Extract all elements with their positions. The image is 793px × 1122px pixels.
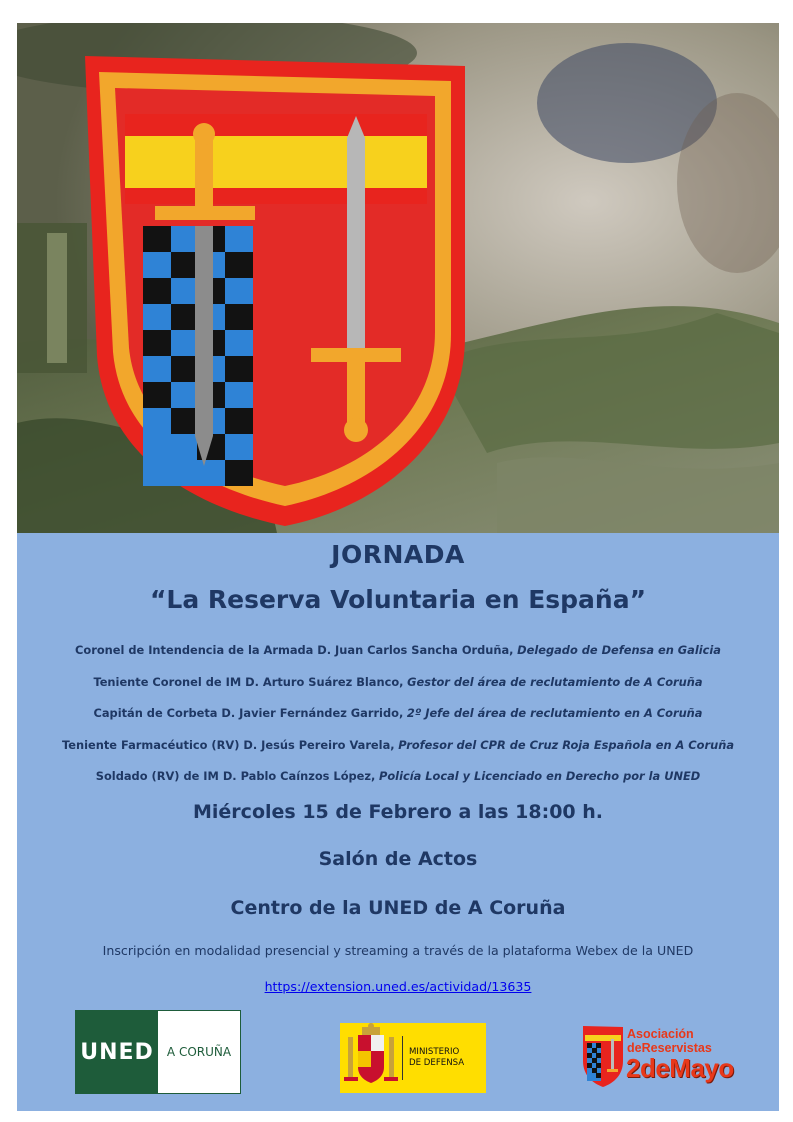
speaker-role: 2º Jefe del área de reclutamiento en A Coruña	[406, 706, 703, 720]
ministry-line-1: MINISTERIO	[409, 1047, 460, 1057]
speaker-role: Gestor del área de reclutamiento de A Coruña	[407, 675, 703, 689]
uned-logo-text: UNED	[80, 1039, 154, 1065]
assoc-line-1: Asociación	[627, 1027, 694, 1041]
spain-coat-of-arms-icon	[340, 1023, 402, 1093]
assoc-2demayo-logo	[582, 1023, 757, 1091]
speaker-role: Delegado de Defensa en Galicia	[517, 643, 721, 657]
speaker-line	[17, 643, 779, 657]
speaker-line	[17, 738, 779, 752]
registration-link-wrap	[17, 979, 779, 994]
event-heading: JORNADA	[331, 540, 465, 569]
speaker-name: Teniente Farmacéutico (RV) D. Jesús Pereiro Varela,	[61, 738, 395, 752]
ministry-logo	[340, 1023, 486, 1093]
speaker-line	[17, 769, 779, 783]
assoc-line-3: 2deMayo	[626, 1053, 734, 1083]
uned-logo-subtext: A CORUÑA	[166, 1045, 232, 1059]
event-center: Centro de la UNED de A Coruña	[230, 897, 566, 919]
event-venue: Salón de Actos	[318, 848, 478, 870]
event-title: “La Reserva Voluntaria en España”	[149, 585, 647, 614]
registration-link[interactable]: https://extension.uned.es/actividad/13635	[264, 979, 532, 994]
reserve-shield-icon	[582, 1025, 624, 1089]
ministry-logo-text	[409, 1047, 464, 1069]
event-info-panel	[17, 533, 779, 1111]
assoc-line-2: deReservistas	[627, 1041, 712, 1055]
patch-photo-illustration	[17, 23, 779, 533]
speaker-name: Teniente Coronel de IM D. Arturo Suárez Blanco,	[93, 675, 404, 689]
speaker-name: Coronel de Intendencia de la Armada D. Juan Carlos Sancha Orduña,	[75, 643, 514, 657]
registration-info: Inscripción en modalidad presencial y streaming a través de la plataforma Webex de la UNED	[102, 943, 694, 958]
uned-logo	[75, 1010, 241, 1094]
speaker-name: Capitán de Corbeta D. Javier Fernández Garrido,	[93, 706, 404, 720]
uned-logo-sub	[158, 1011, 240, 1093]
ministry-line-2: DE DEFENSA	[409, 1058, 465, 1068]
uned-logo-mark	[76, 1011, 158, 1093]
poster	[17, 23, 779, 1111]
ministry-logo-divider	[402, 1036, 403, 1080]
speaker-role: Policía Local y Licenciado en Derecho por la UNED	[378, 769, 701, 783]
reserve-patch-photo	[17, 23, 779, 533]
event-date-time: Miércoles 15 de Febrero a las 18:00 h.	[193, 801, 603, 823]
speaker-line	[17, 706, 779, 720]
speaker-role: Profesor del CPR de Cruz Roja Española en A Coruña	[398, 738, 735, 752]
speaker-name: Soldado (RV) de IM D. Pablo Caínzos López,	[95, 769, 376, 783]
speaker-line	[17, 675, 779, 689]
